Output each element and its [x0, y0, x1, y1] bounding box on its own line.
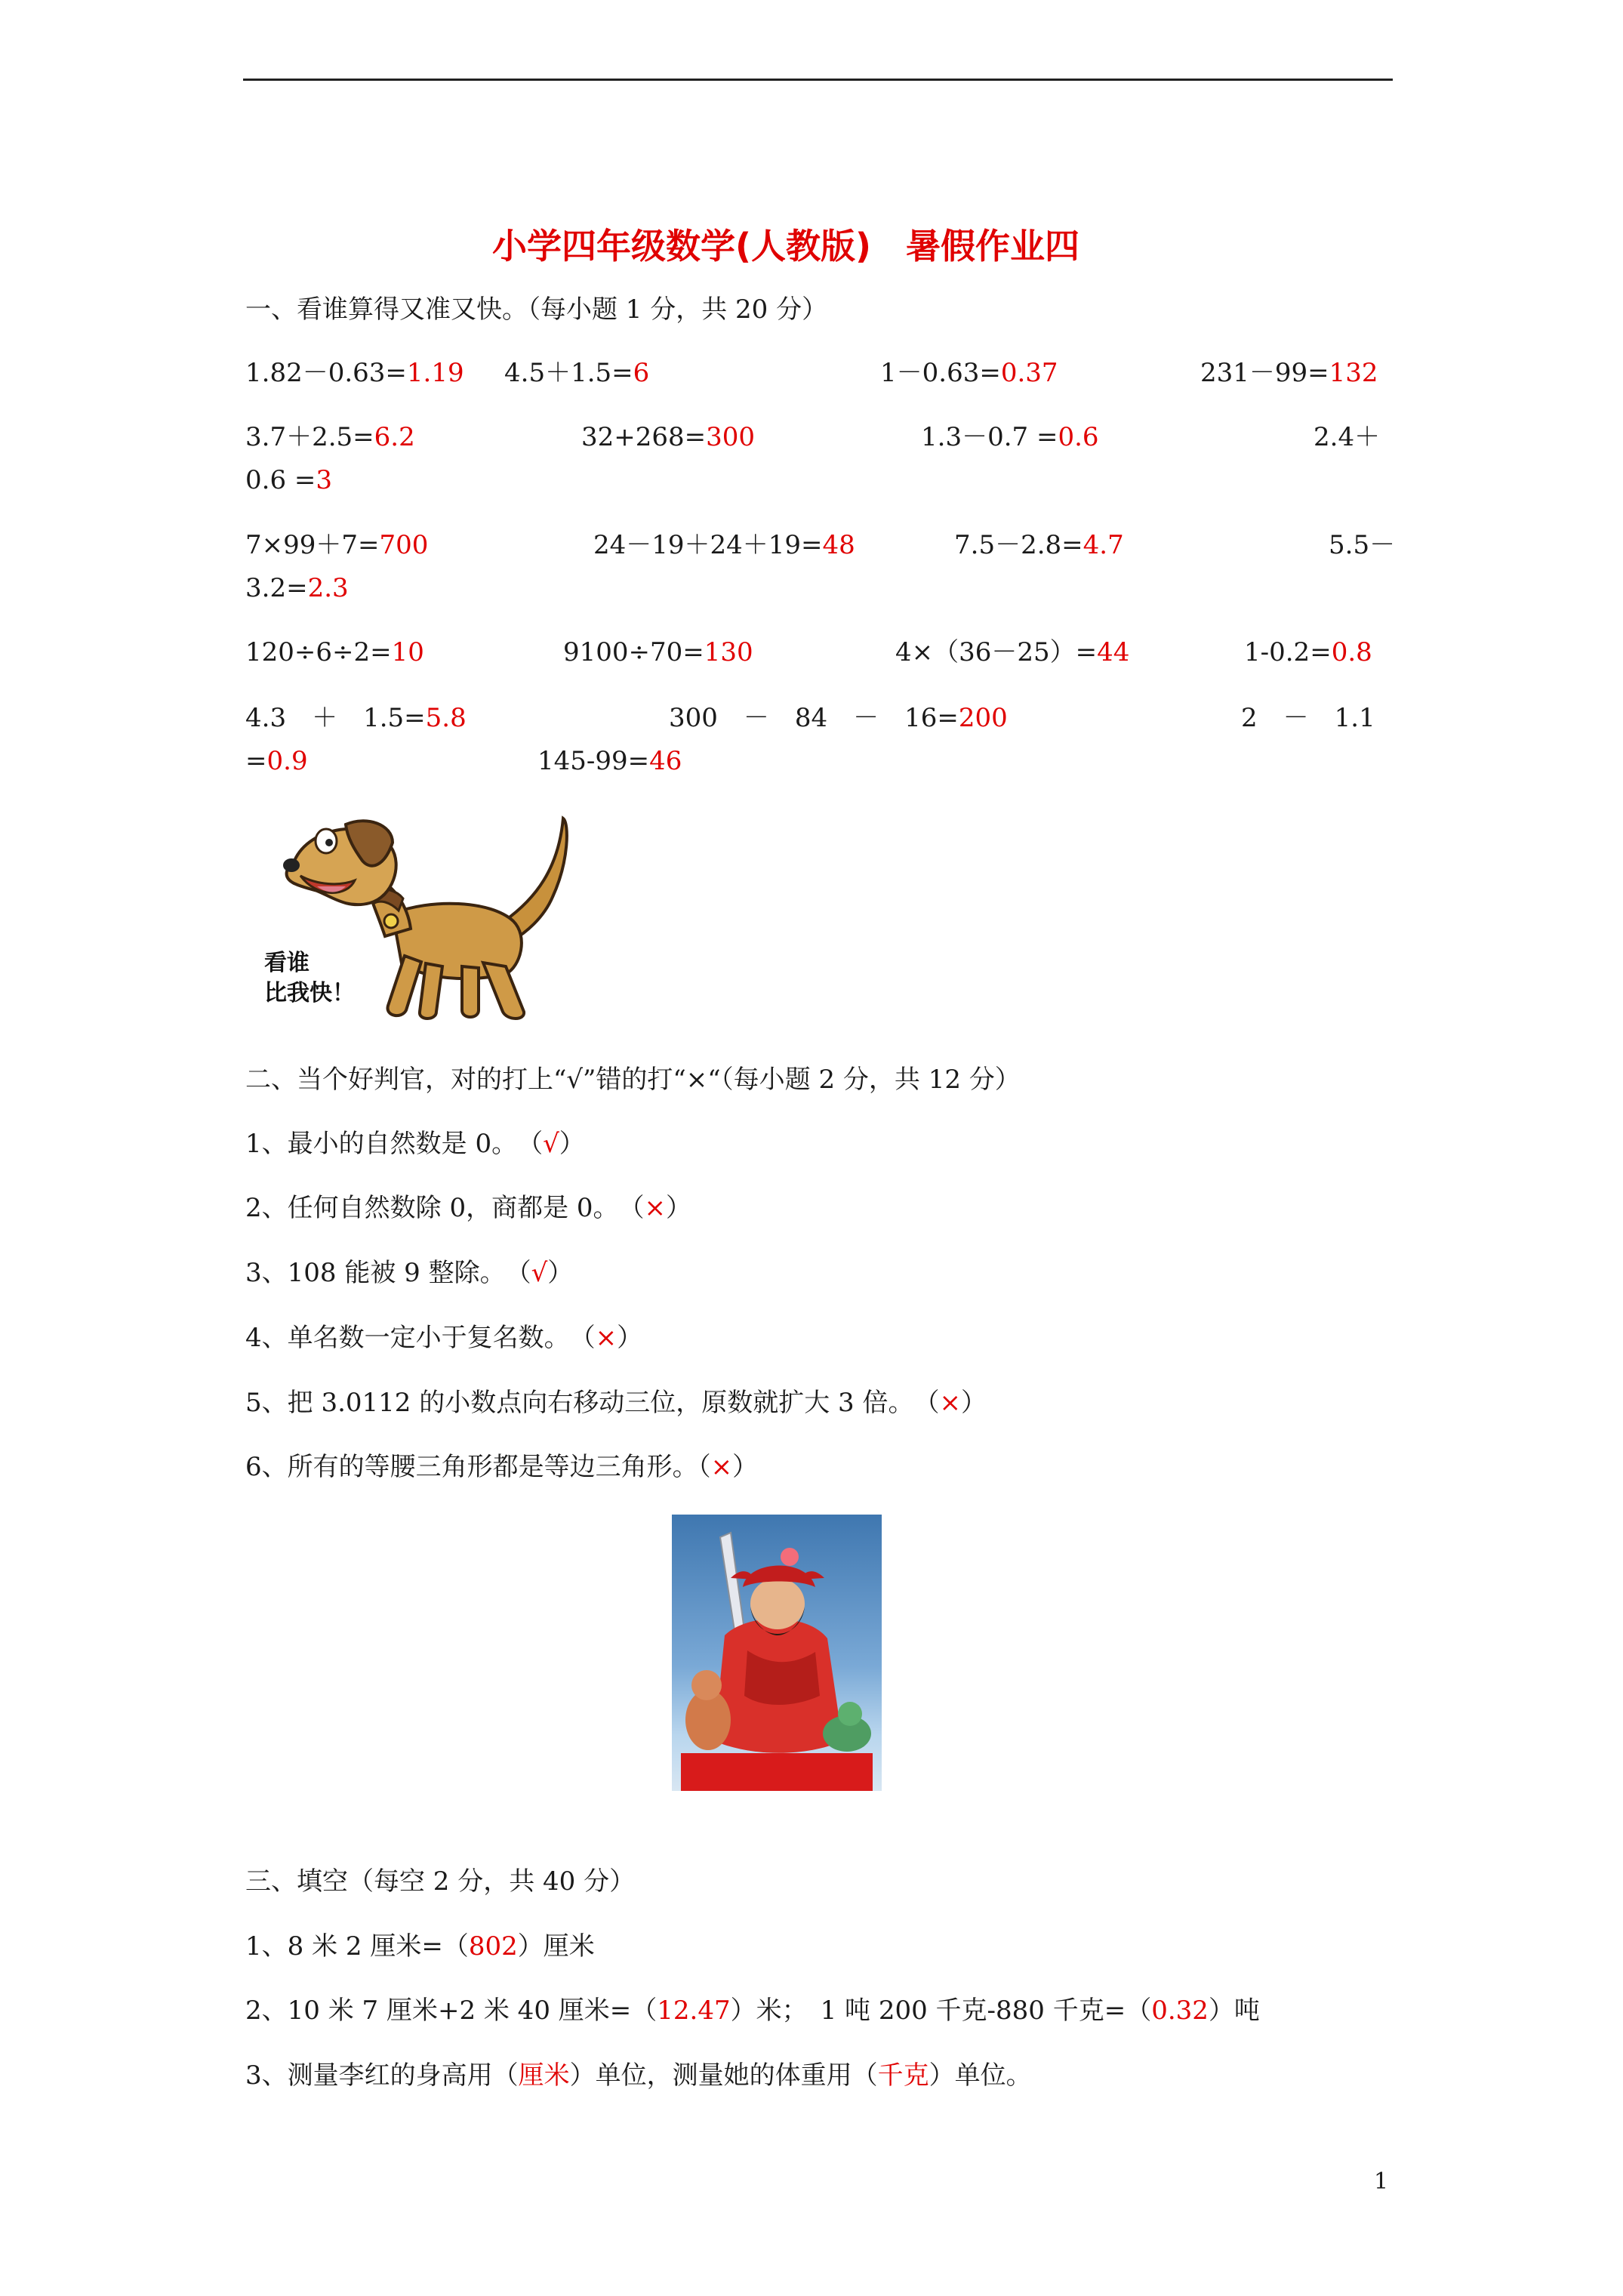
dog-caption-line1: 看谁 [264, 950, 310, 976]
calc-item-part2: 0.6 =3 [245, 465, 333, 495]
section2-heading: 二、当个好判官，对的打上“√”错的打“×“（每小题 2 分，共 12 分） [245, 1065, 1021, 1095]
dog-caption-line2: 比我快！ [264, 980, 355, 1006]
judge-item: 4、单名数一定小于复名数。 （×） [245, 1323, 643, 1353]
dog-caption [264, 948, 355, 1009]
calc-item-part2: 3.2=2.3 [245, 573, 349, 603]
judge-item: 6、所有的等腰三角形都是等边三角形。（×） [245, 1452, 759, 1482]
warrior-figure-icon [672, 1515, 882, 1791]
judge-item: 5、把 3.0112 的小数点向右移动三位，原数就扩大 3 倍。 （×） [245, 1388, 987, 1418]
calc-item: 7×99＋7=700 [245, 530, 429, 560]
calc-item: 24－19＋24＋19=48 [593, 530, 855, 560]
calc-item: 4.3 ＋ 1.5=5.8 [245, 703, 467, 733]
fill-item-2: 2、10 米 7 厘米+2 米 40 厘米=（12.47）米； 1 吨 200 千克-880 千克=（0.32）吨 [245, 1996, 1260, 2026]
calc-item: 1.3－0.7 =0.6 [921, 422, 1099, 452]
calc-item: 7.5－2.8=4.7 [954, 530, 1124, 560]
dog-illustration [264, 808, 581, 1027]
calc-item: 120÷6÷2=10 [245, 637, 424, 667]
calc-item: 145-99=46 [537, 746, 682, 776]
page-title: 小学四年级数学(人教版) 暑假作业四 [492, 226, 1080, 267]
calc-item: 9100÷70=130 [563, 637, 753, 667]
calc-item: 3.7＋2.5=6.2 [245, 422, 415, 452]
calc-item-part1: 5.5－ [1329, 530, 1396, 560]
calc-item: 4×（36－25）=44 [895, 637, 1130, 667]
calc-item-part2: =0.9 [245, 746, 308, 776]
calc-item-part1: 2.4＋ [1313, 422, 1381, 452]
judge-item: 1、最小的自然数是 0。 （√） [245, 1129, 585, 1159]
calc-item: 231－99=132 [1200, 358, 1378, 388]
figure-photo [672, 1515, 882, 1791]
calc-item: 300 － 84 － 16=200 [669, 703, 1008, 733]
section3-heading: 三、填空（每空 2 分，共 40 分） [245, 1866, 636, 1897]
judge-item: 2、任何自然数除 0，商都是 0。 （×） [245, 1193, 692, 1223]
fill-item-1: 1、8 米 2 厘米=（802）厘米 [245, 1931, 595, 1962]
judge-item: 3、108 能被 9 整除。 （√） [245, 1258, 574, 1288]
calc-item: 1.82－0.63=1.19 [245, 358, 464, 388]
fill-item-3: 3、测量李红的身高用（厘米）单位，测量她的体重用（千克）单位。 [245, 2060, 1032, 2091]
calc-item: 4.5＋1.5=6 [504, 358, 650, 388]
page-number: 1 [1374, 2168, 1389, 2195]
section1-heading: 一、看谁算得又准又快。（每小题 1 分，共 20 分） [245, 294, 828, 325]
header-rule [243, 79, 1393, 81]
calc-item: 1-0.2=0.8 [1244, 637, 1372, 667]
calc-item: 1－0.63=0.37 [880, 358, 1058, 388]
calc-item: 32+268=300 [581, 422, 756, 452]
calc-item-part1: 2 － 1.1 [1241, 703, 1375, 733]
